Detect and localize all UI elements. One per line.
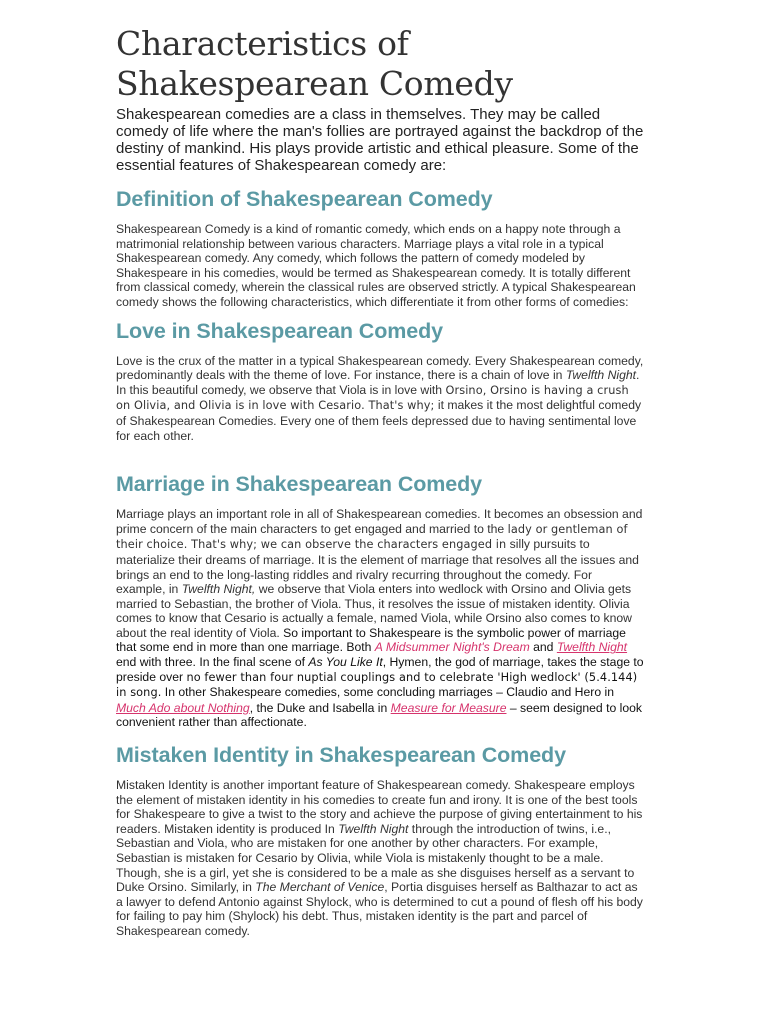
title-ref-twelfth-night: Twelfth Night, xyxy=(181,582,256,597)
link-twelfth-night[interactable]: Twelfth Night xyxy=(556,640,628,655)
link-midsummer-nights-dream[interactable]: A Midsummer Night's Dream xyxy=(374,640,530,655)
title-line-1: Characteristics of xyxy=(116,24,409,63)
title-ref-twelfth-night: Twelfth Night xyxy=(565,368,637,383)
title-ref-as-you-like-it: As You Like It xyxy=(308,655,383,670)
intro-paragraph: Shakespearean comedies are a class in themselves. They may be called comedy of life where the man's follies are portrayed against the backdrop of the destiny of mankind. His plays provide artistic and ethical pleasure. Some of the essential features of Shakespearean comedy are: xyxy=(116,106,644,174)
paragraph-definition: Shakespearean Comedy is a kind of romantic comedy, which ends on a happy note through a matrimonial relationship between various characters. Marriage plays a vital role in a typical Shakespearean comedy. Any comedy, which follows the pattern of comedy modeled by Shakespeare in his comedies, would be termed as Shakespearean comedy. It is totally different from classical comedy, wherein the classical rules are observed strictly. A typical Shakespearean comedy shows the following characteristics, which differentiate it from other forms of comedies: xyxy=(116,222,636,309)
title-ref-merchant-of-venice: The Merchant of Venice xyxy=(255,880,385,895)
paragraph-love: Love is the crux of the matter in a typical Shakespearean comedy. Every Shakespearean comedy, predominantly deals with the theme of love. For instance, there is a chain of love in Twelfth Night. In this beautiful comedy, we observe that Viola is in love with Orsino, Orsino is having a crush on Olivia, and Olivia is in love with Cesario. That's why; it makes it the most delightful comedy of Shakespearean Comedies. Every one of them feels depressed due to having sentimental love for each other. xyxy=(116,353,644,443)
heading-marriage: Marriage in Shakespearean Comedy xyxy=(116,472,483,497)
heading-definition: Definition of Shakespearean Comedy xyxy=(116,187,493,211)
page-title xyxy=(116,24,644,104)
link-much-ado-about-nothing[interactable]: Much Ado about Nothing xyxy=(116,700,250,715)
title-line-2: Shakespearean Comedy xyxy=(116,64,513,103)
heading-mistaken-identity: Mistaken Identity in Shakespearean Comedy xyxy=(116,743,566,768)
link-measure-for-measure[interactable]: Measure for Measure xyxy=(390,700,507,715)
heading-love: Love in Shakespearean Comedy xyxy=(116,318,443,343)
document-page xyxy=(116,24,644,939)
paragraph-marriage: Marriage plays an important role in all of Shakespearean comedies. It becomes an obsession and prime concern of the main characters to get engaged and married to the lady or gentleman of their choice. That's why; we can observe the characters engaged in silly pursuits to materialize their dreams of marriage. It is the element of marriage that resolves all the issues and brings an end to the long-lasting riddles and rivalry recurring throughout the comedy. For example, in Twelfth Night, we observe that Viola enters into wedlock with Orsino and Olivia gets married to Sebastian, the brother of Viola. Thus, it resolves the issue of mistaken identity. Olivia comes to know that Cesario is actually a female, named Viola, while Orsino also comes to know about the real identity of Viola. So important to Shakespeare is the symbolic power of marriage that some end in more than one marriage. Both A Midsummer Night's Dream and Twelfth Night end with three. In the final scene of As You Like It, Hymen, the god of marriage, takes the stage to preside over no fewer than four nuptial couplings and to celebrate 'High wedlock' (5.4.144) in song. In other Shakespeare comedies, some concluding marriages – Claudio and Hero in Much Ado about Nothing, the Duke and Isabella in Measure for Measure – seem designed to look convenient rather than affectionate. xyxy=(116,507,644,730)
paragraph-mistaken-identity: Mistaken Identity is another important feature of Shakespearean comedy. Shakespeare employs the element of mistaken identity in his comedies to create fun and irony. It is one of the best tools for Shakespeare to give a twist to the story and achieve the purpose of giving entertainment to his readers. Mistaken identity is produced In Twelfth Night through the introduction of twins, i.e., Sebastian and Viola, who are mistaken for one another by other characters. For example, Sebastian is mistaken for Cesario by Olivia, while Viola is mistakenly thought to be a male. Though, she is a girl, yet she is considered to be a male as she disguises herself as a servant to Duke Orsino. Similarly, in The Merchant of Venice, Portia disguises herself as Balthazar to act as a lawyer to defend Antonio against Shylock, who is determined to cut a pound of flesh off his body for failing to pay him (Shylock) his debt. Thus, mistaken identity is the part and parcel of Shakespearean comedy. xyxy=(116,778,643,938)
title-ref-twelfth-night: Twelfth Night xyxy=(338,821,409,836)
